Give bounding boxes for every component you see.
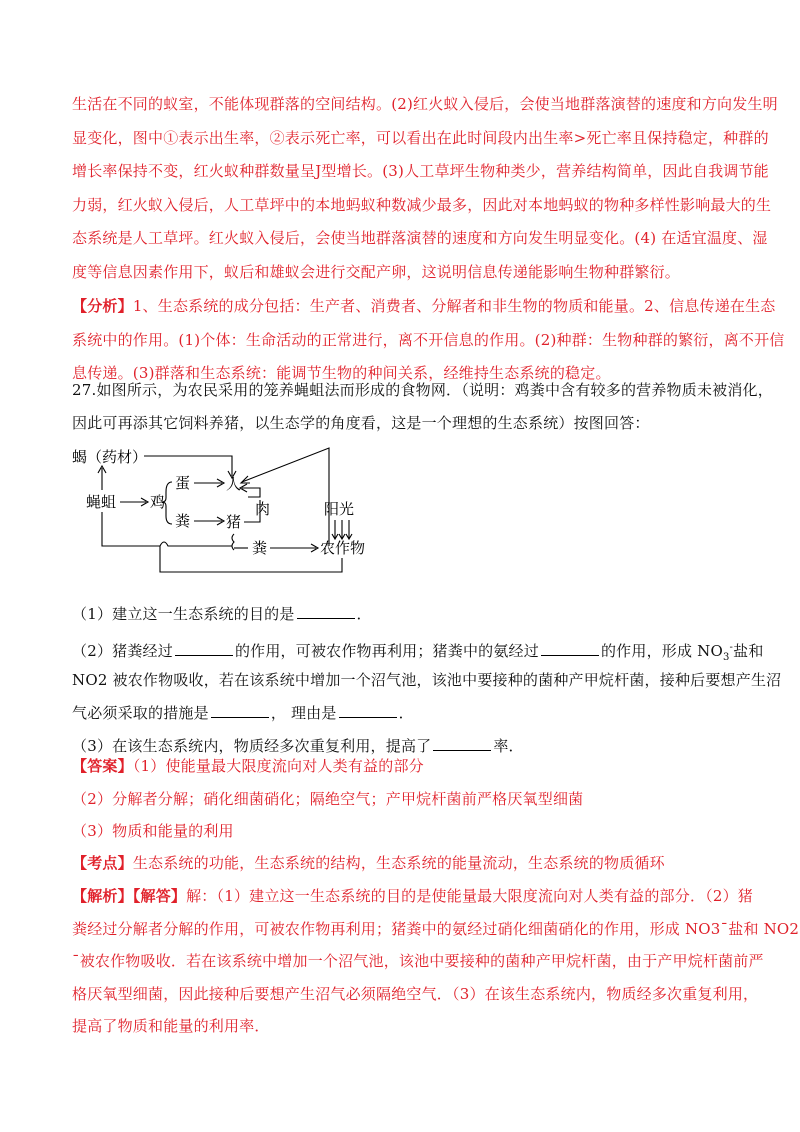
answer-line: （1）使能量最大限度流向对人类有益的部分	[132, 757, 424, 775]
node-meat: 肉	[255, 500, 271, 518]
question-stem	[72, 374, 773, 440]
edge-fly-human	[144, 456, 232, 476]
sub-questions	[72, 598, 782, 763]
jiexi-line: 格厌氧型细菌，因此接种后要想产生沼气必须隔绝空气．（3）在该生态系统内，物质经多次重复利用，	[72, 984, 759, 1003]
answer-block	[72, 750, 732, 848]
node-sun: 阳光	[324, 500, 355, 518]
node-crops: 农作物	[320, 539, 366, 557]
fenxi-tag: 【分析】	[72, 297, 133, 315]
stem-line: 27.如图所示，为农民采用的笼养蝇蛆法而形成的食物网．（说明：鸡粪中含有较多的营养物质未被消化，	[72, 381, 773, 399]
analysis-line: 增长率保持不变，红火蚁种群数量呈J型增长。(3)人工草坪生物种类少，营养结构简单，因此自我调节能	[72, 162, 769, 181]
answer-line: （2）分解者分解；硝化细菌硝化；隔绝空气；产甲烷杆菌前严格厌氧型细菌	[72, 789, 584, 808]
answer-blank[interactable]	[297, 604, 355, 619]
answer-blank[interactable]	[211, 703, 269, 718]
edge-chicken-crop	[102, 512, 160, 546]
fenxi-line: 系统中的作用。(1)个体：生命活动的正常进行，离不开信息的作用。(2)种群：生物种群的繁衍，离不开信	[72, 330, 785, 349]
answer-blank[interactable]	[541, 641, 599, 656]
jiexi-tag: 【解析】【解答】	[72, 887, 187, 905]
q2-text: 的作用，形成 NO	[600, 642, 723, 660]
answer-blank[interactable]	[433, 736, 491, 751]
jiexi-line: 提高了物质和能量的利用率．	[72, 1017, 270, 1035]
kaodian-tag: 【考点】	[72, 854, 133, 872]
brace	[232, 534, 234, 550]
node-human: 人	[226, 475, 242, 493]
q2-text: ， 理由是	[270, 704, 337, 722]
answer-tag: 【答案】	[72, 757, 133, 775]
node-manure1: 粪	[175, 512, 191, 530]
jiexi-block	[72, 880, 800, 1043]
q2-text: 盐和	[733, 642, 764, 660]
q2-line2: NO2 被农作物吸收，若在该系统中增加一个沼气池，该池中要接种的菌种产甲烷杆菌，接种后要想产生沼	[72, 671, 782, 689]
kaodian-block	[72, 847, 732, 881]
node-manure2: 粪	[252, 539, 268, 557]
node-maggot: 蝇蛆	[86, 493, 117, 511]
jiexi-line: ˉ被农作物吸收．若在该系统中增加一个沼气池，该池中要接种的菌种产甲烷杆菌，由于产甲烷杆菌前严	[72, 952, 764, 970]
kaodian-text: 生态系统的功能，生态系统的结构，生态系统的能量流动，生态系统的物质循环	[132, 854, 665, 872]
edge-chicken-crop	[160, 542, 232, 546]
q2-text: 气必须采取的措施是	[72, 704, 209, 722]
node-egg: 蛋	[175, 474, 191, 492]
node-fly: 蝎（药材）	[72, 448, 148, 466]
q1-text: （1）建立这一生态系统的目的是	[72, 605, 295, 623]
analysis-line: 度等信息因素作用下，蚁后和雄蚁会进行交配产卵，这说明信息传递能影响生物种群繁衍。	[72, 262, 681, 281]
fenxi-line: 1、生态系统的成分包括：生产者、消费者、分解者和非生物的物质和能量。2、信息传递在生态	[132, 297, 776, 315]
edge-meat-human	[242, 488, 260, 497]
food-web-diagram	[72, 442, 372, 592]
stem-line: 因此可再添其它饲料养猪，以生态学的角度看，这是一个理想的生态系统）按图回答：	[72, 414, 650, 432]
q3-text: 率．	[493, 737, 524, 755]
node-chicken: 鸡	[150, 493, 166, 511]
analysis-line: 力弱，红火蚁入侵后，人工草坪中的本地蚂蚁种数减少最多，因此对本地蚂蚁的物种多样性影响最大的生	[72, 195, 772, 214]
analysis-block	[72, 88, 778, 290]
analysis-line: 显变化，图中①表示出生率，②表示死亡率，可以看出在此时间段内出生率>死亡率且保持稳定，种群的	[72, 128, 769, 147]
q1-end: ．	[356, 605, 372, 623]
analysis-line: 生活在不同的蚁室，不能体现群落的空间结构。(2)红火蚁入侵后，会使当地群落演替的速度和方向发生明	[72, 95, 778, 113]
q2-text: （2）猪粪经过	[72, 642, 173, 660]
q2-subscript: 3	[722, 652, 730, 663]
analysis-line: 态系统是人工草坪。红火蚁入侵后，会使当地群落演替的速度和方向发生明显变化。(4) 在适宜温度、湿	[72, 229, 768, 248]
q2-superscript: -	[729, 642, 734, 653]
answer-blank[interactable]	[175, 641, 233, 656]
jiexi-line: 解：（1）建立这一生态系统的目的是使能量最大限度流向对人类有益的部分．（2）猪	[186, 887, 754, 905]
answer-line: （3）物质和能量的利用	[72, 822, 234, 840]
answer-blank[interactable]	[339, 703, 397, 718]
node-pig: 猪	[226, 513, 242, 531]
jiexi-line: 粪经过分解者分解的作用，可被农作物再利用；猪粪中的氨经过硝化细菌硝化的作用，形成 NO3ˉ盐和 NO2	[72, 919, 800, 938]
q2-text: ．	[398, 704, 414, 722]
q3-text: （3）在该生态系统内，物质经多次重复利用，提高了	[72, 737, 432, 755]
q2-text: 的作用，可被农作物再利用；猪粪中的氨经过	[234, 642, 539, 660]
fenxi-line: 息传递。(3)群落和生态系统：能调节生物的种间关系，经维持生态系统的稳定。	[72, 364, 611, 383]
